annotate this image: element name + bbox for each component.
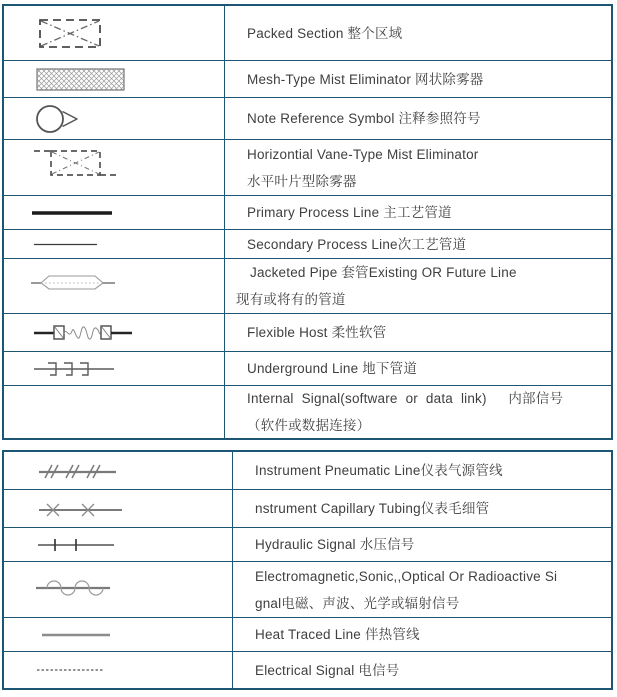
legend-row: [4, 352, 611, 386]
row-label: Horizontial Vane-Type Mist Eliminator: [247, 146, 479, 162]
hydraulic-signal-symbol: [4, 528, 232, 562]
legend-row: [4, 618, 611, 652]
row-label: Hydraulic Signal 水压信号: [255, 537, 415, 552]
internal-signal-symbol: [4, 386, 224, 438]
legend-row: [4, 259, 611, 314]
row-label: Note Reference Symbol 注释参照符号: [247, 111, 481, 126]
legend-row: [4, 652, 611, 688]
mesh-type-mist-eliminator-symbol: [4, 61, 224, 98]
row-label: Electromagnetic,Sonic,,Optical Or Radioactive Si: [255, 568, 558, 584]
secondary-process-line-symbol: [4, 230, 224, 259]
instrument-capillary-tubing-symbol: [4, 490, 232, 528]
legend-row: [4, 140, 611, 196]
row-label-line2: 现有或将有的管道: [236, 292, 346, 307]
electromagnetic-sonic-optical-radioactive-signal-symbol: [4, 562, 232, 618]
underground-line-symbol: [4, 352, 224, 386]
row-label: Instrument Pneumatic Line仪表气源管线: [255, 463, 503, 478]
flexible-hose-symbol: [4, 314, 224, 352]
legend-row: [4, 98, 611, 140]
row-label: Jacketed Pipe 套管Existing OR Future Line: [250, 265, 517, 280]
row-label: Secondary Process Line次工艺管道: [247, 236, 467, 252]
row-label: Mesh-Type Mist Eliminator 网状除雾器: [247, 71, 484, 87]
legend-row: [4, 490, 611, 528]
packed-section-symbol: [4, 6, 224, 61]
row-label: Flexible Host 柔性软管: [247, 325, 387, 340]
electrical-signal-symbol: [4, 652, 232, 688]
primary-process-line-symbol: [4, 196, 224, 230]
legend-row: [4, 562, 611, 618]
symbol-legend-table-2: [2, 450, 613, 690]
legend-row: [4, 314, 611, 352]
row-label: Primary Process Line 主工艺管道: [247, 205, 452, 220]
row-label-line2: 水平叶片型除雾器: [247, 173, 357, 189]
legend-row: [4, 230, 611, 259]
legend-row: [4, 528, 611, 562]
row-label: Electrical Signal 电信号: [255, 662, 400, 678]
instrument-pneumatic-line-symbol: [4, 452, 232, 490]
row-label: Heat Traced Line 伴热管线: [255, 627, 420, 642]
row-label-line2: （软件或数据连接）: [247, 418, 371, 433]
symbol-legend-table-1: [2, 4, 613, 440]
note-reference-symbol: [4, 98, 224, 140]
legend-row: [4, 452, 611, 490]
legend-row: [4, 196, 611, 230]
legend-row: [4, 61, 611, 98]
horizontal-vane-type-mist-eliminator-symbol: [4, 140, 224, 196]
heat-traced-line-symbol: [4, 618, 232, 652]
row-label: Internal Signal(software or data link) 内部信号: [247, 391, 564, 406]
legend-row: [4, 386, 611, 438]
row-label-line2: gnal电磁、声波、光学或辐射信号: [255, 595, 460, 611]
legend-row: [4, 6, 611, 61]
row-label: Underground Line 地下管道: [247, 361, 418, 376]
row-label: nstrument Capillary Tubing仪表毛细管: [255, 501, 490, 516]
jacketed-pipe-symbol: [4, 259, 224, 314]
row-label: Packed Section 整个区域: [247, 25, 403, 41]
